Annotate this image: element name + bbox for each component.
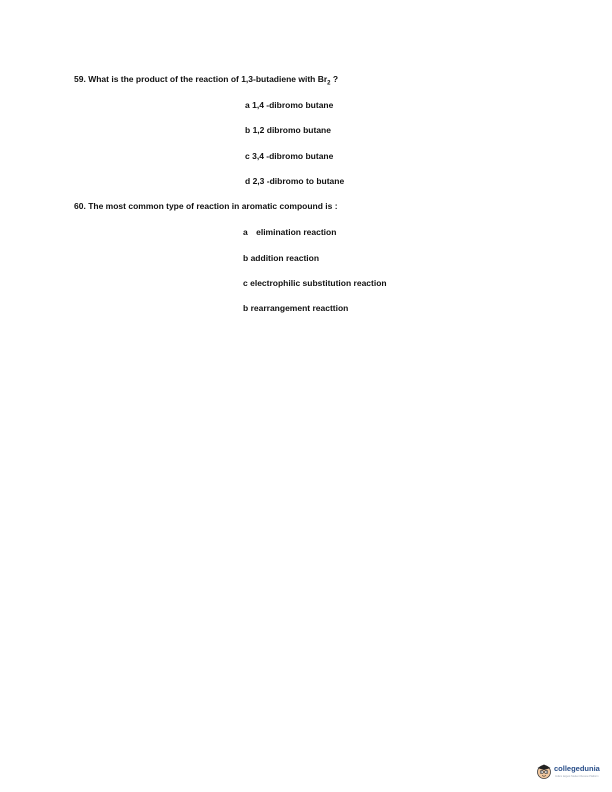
option-letter: b — [243, 303, 249, 313]
option-text: 3,4 -dibromo butane — [252, 151, 334, 161]
option-letter: b — [243, 253, 249, 263]
option-letter: c — [243, 278, 248, 288]
option-letter: b — [245, 125, 251, 135]
question-59 — [74, 74, 338, 87]
question-text: The most common type of reaction in aromatic compound is : — [88, 201, 338, 211]
option-60b — [243, 253, 319, 263]
option-60c — [243, 278, 387, 288]
option-59c — [245, 151, 333, 161]
mascot-icon — [535, 762, 553, 780]
question-text: What is the product of the reaction of 1,3-butadiene with Br — [88, 74, 328, 84]
subscript: 2 — [327, 80, 331, 87]
brand-name: collegedunia — [554, 764, 600, 773]
option-text: elimination reaction — [256, 227, 337, 237]
option-letter: a — [245, 100, 250, 110]
option-text: 1,2 dibromo butane — [252, 125, 331, 135]
option-text: electrophilic substitution reaction — [250, 278, 387, 288]
brand-tagline: India's largest Student Review Platform — [555, 775, 599, 778]
option-letter: c — [245, 151, 250, 161]
option-letter: a — [243, 227, 248, 237]
option-59a — [245, 100, 333, 110]
option-59d — [245, 176, 344, 186]
option-59b — [245, 125, 331, 135]
option-text: 1,4 -dibromo butane — [252, 100, 334, 110]
question-60 — [74, 201, 338, 211]
question-number: 60. — [74, 201, 86, 211]
option-text: rearrangement reacttion — [250, 303, 349, 313]
question-text-end: ? — [330, 74, 339, 84]
option-60d — [243, 303, 348, 313]
question-number: 59. — [74, 74, 86, 84]
option-60a — [243, 227, 336, 237]
option-text: addition reaction — [250, 253, 320, 263]
option-letter: d — [245, 176, 251, 186]
collegedunia-watermark — [533, 760, 609, 786]
option-text: 2,3 -dibromo to butane — [252, 176, 345, 186]
